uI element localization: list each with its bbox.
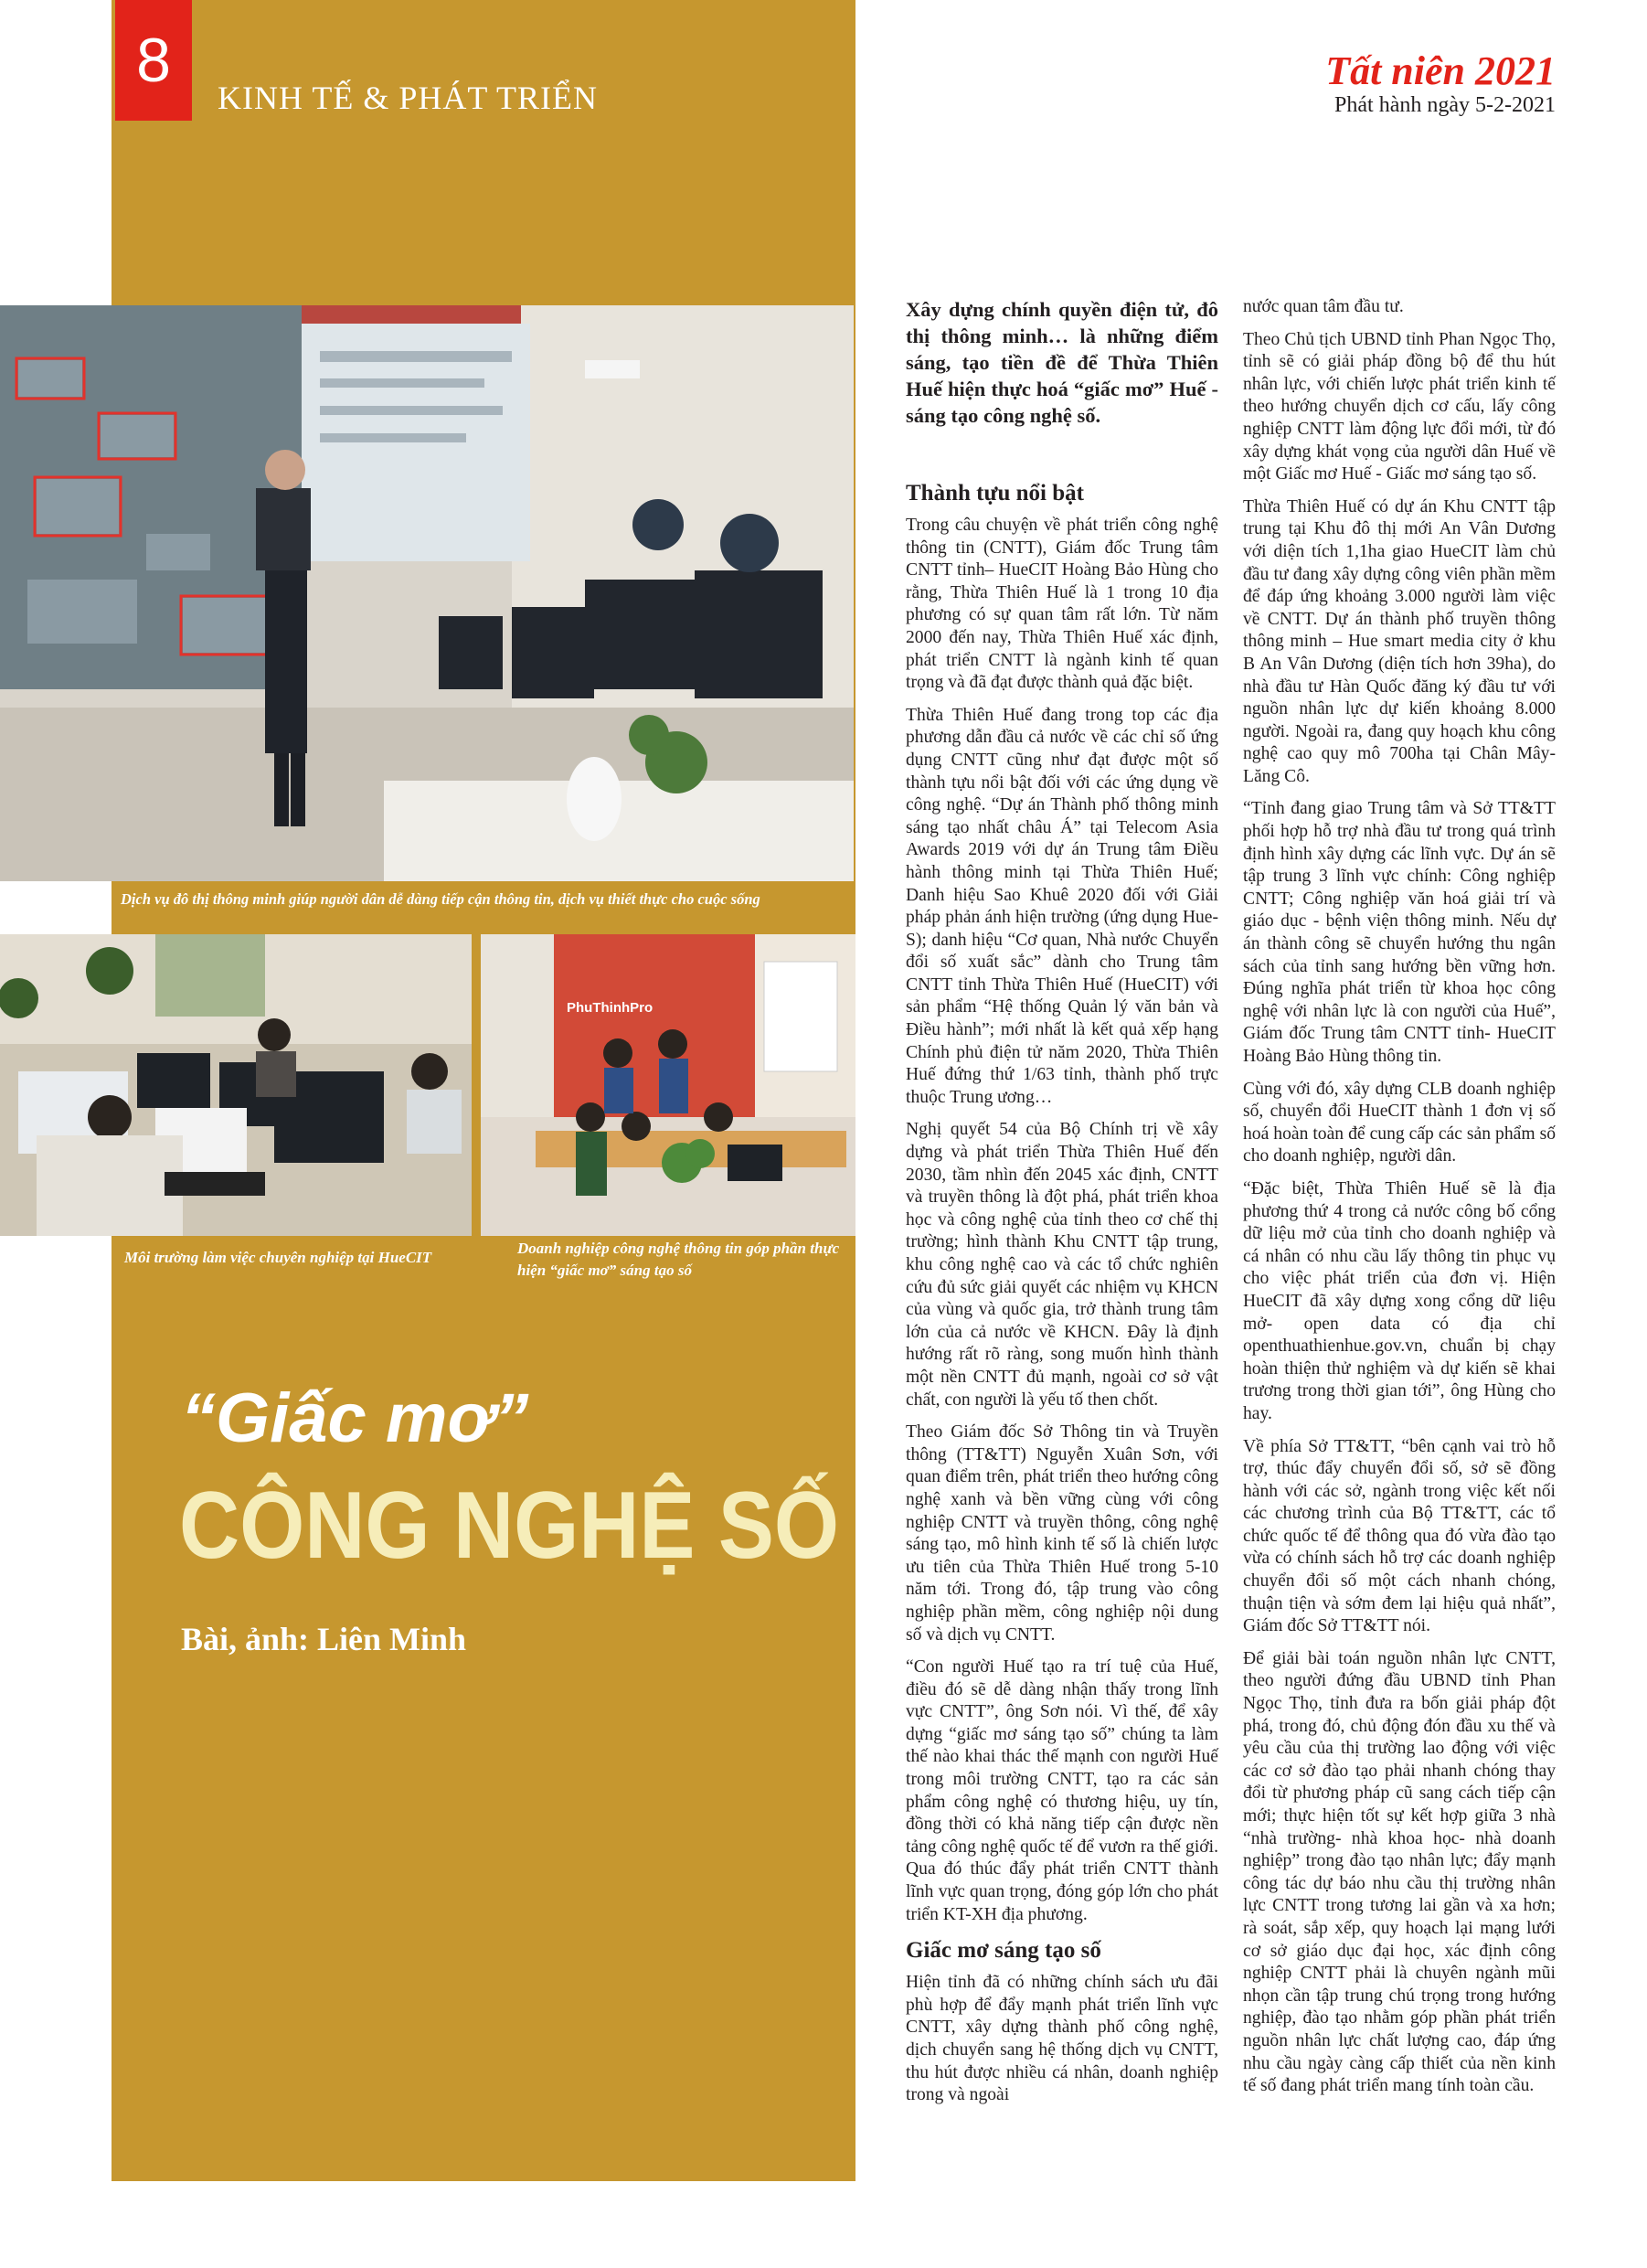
article-lead: Xây dựng chính quyền điện tử, đô thị thông minh… là những điểm sáng, tạo tiền đề để Thừa Thiên Huế hiện thực hoá “giấc mơ” Huế - sáng tạo công nghệ số. — [906, 298, 1218, 427]
article-paragraph: Theo Chủ tịch UBND tỉnh Phan Ngọc Thọ, tỉnh sẽ có giải pháp đồng bộ để thu hút nhân lực, với chiến lược phát triển kinh tế theo hướng chuyển dịch cơ cấu, lấy công nghiệp CNTT làm động lực đổi mới, từ đó xây dựng khát vọng của người dân Huế về một Giấc mơ Huế - Giấc mơ sáng tạo số. — [1243, 329, 1556, 484]
article-paragraph: Trong câu chuyện về phát triển công nghệ thông tin (CNTT), Giám đốc Trung tâm CNTT tỉnh– HueCIT Hoàng Bảo Hùng cho rằng, Thừa Thiên Huế là 1 trong 10 địa phương có sự quan tâm rất lớn. Từ năm 2000 đến nay, Thừa Thiên Huế xác định, phát triển CNTT là ngành kinh tế quan trọng và đã đạt được thành quả đặc biệt. — [906, 516, 1218, 693]
article-column-1 — [906, 296, 1218, 2117]
subheading-achievements: Thành tựu nổi bật — [906, 481, 1084, 506]
article-column-2 — [1243, 296, 1556, 2108]
main-photo-caption: Dịch vụ đô thị thông minh giúp người dân dễ dàng tiếp cận thông tin, dịch vụ thiết thực cho cuộc sống — [121, 890, 760, 908]
page-number: 8 — [115, 0, 192, 121]
article-paragraph: nước quan tâm đầu tư. — [1243, 297, 1404, 316]
operations-center-illustration — [0, 305, 854, 881]
article-paragraph: “Đặc biệt, Thừa Thiên Huế sẽ là địa phương thứ 4 trong cả nước công bố cổng dữ liệu mở của tỉnh cho doanh nghiệp và cá nhân có nhu cầu lấy thông tin phục vụ cho việc phát triển của đơn vị. Hiện HueCIT đã xây dựng xong cổng dữ liệu mở- open data có địa chỉ openthuathienhue.gov.vn, chuẩn bị chạy hoàn thiện thử nghiệm và dự kiến sẽ khai trương trong thời gian tới”, ông Hùng cho hay. — [1243, 1178, 1556, 1423]
main-photo — [0, 305, 854, 881]
article-paragraph: Để giải bài toán nguồn nhân lực CNTT, theo người đứng đầu UBND tỉnh Phan Ngọc Thọ, tỉnh đưa ra bốn giải pháp đột phá, trong đó, chủ động đón đầu xu thế và yêu cầu của thị trường lao động với việc các cơ sở đào tạo phải nhanh chóng thay đổi từ phương pháp cũ sang cách tiếp cận mới; thực hiện tốt sự kết hợp giữa 3 nhà “nhà trường- nhà khoa học- nhà doanh nghiệp” trong đào tạo nhân lực; đẩy mạnh công tác dự báo nhu cầu thị trường nhân lực CNTT trong tương lai gần và xa hơn; rà soát, sắp xếp, quy hoạch lại mạng lưới cơ sở giáo dục đại học, xác định công nghiệp CNTT phải là chuyên ngành mũi nhọn cần tập trung chú trọng trong hướng nghiệp, đào tạo nhằm góp phần phát triển nguồn nhân lực chất lượng cao, đáp ứng nhu cầu ngày càng cấp thiết của nền kinh tế số đang phát triển mang tính toàn cầu. — [1243, 1648, 1556, 2096]
article-paragraph: Nghị quyết 54 của Bộ Chính trị về xây dựng và phát triển Thừa Thiên Huế đến 2030, tầm nhìn đến 2045 xác định, CNTT và truyền thông là đột phá, phát triển khoa học và công nghệ của tỉnh theo cơ chế thị trường; hình thành Khu CNTT tập trung, khu công nghệ cao và các tổ chức nghiên cứu đủ sức giải quyết các nhiệm vụ KHCN của vùng và quốc gia, trở thành trung tâm lớn của cả nước về KHCN. Đây là định hướng rất rõ ràng, song muốn hình thành một nền CNTT đủ mạnh, ngoài cơ sở vật chất, con người là yếu tố then chốt. — [906, 1120, 1218, 1410]
release-date: Phát hành ngày 5-2-2021 — [1334, 93, 1556, 117]
article-paragraph: Thừa Thiên Huế có dự án Khu CNTT tập trung tại Khu đô thị mới An Vân Dương với diện tích 1,1ha giao HueCIT làm chủ đầu tư đang xây dựng công viên phần mềm để đáp ứng khoảng 3.000 người làm việc về CNTT. Dự án thành phố truyền thông thông minh – Hue smart media city ở khu B An Vân Dương (diện tích hơn 39ha), do nhà đầu tư Hàn Quốc đăng ký đầu tư với nguồn nhân lực dự kiến khoảng 8.000 người. Ngoài ra, đang quy hoạch khu công nghệ cao quy mô 700ha tại Chân Mây- Lăng Cô. — [1243, 496, 1556, 786]
byline: Bài, ảnh: Liên Minh — [181, 1621, 467, 1657]
enterprise-photo — [481, 934, 855, 1236]
article-paragraph: “Con người Huế tạo ra trí tuệ của Huế, điều đó sẽ dễ dàng nhận thấy trong lĩnh vực CNTT”, ông Sơn nói. Vì thế, để xây dựng “giấc mơ sáng tạo số” chúng ta làm thế nào khai thác thế mạnh con người Huế trong môi trường CNTT, tạo ra các sản phẩm công nghệ có thương hiệu, uy tín, đồng thời có khả năng tiếp cận được nền tảng công nghệ quốc tế để vươn ra thế giới. Qua đó thúc đẩy phát triển CNTT thành lĩnh vực quan trọng, đóng góp lớn cho phát triển KT-XH địa phương. — [906, 1657, 1218, 1924]
headline-tech: CÔNG NGHỆ SỐ — [179, 1473, 840, 1579]
article-paragraph: “Tỉnh đang giao Trung tâm và Sở TT&TT phối hợp hỗ trợ nhà đầu tư trong quá trình định hình xây dựng các lĩnh vực. Dự án sẽ tập trung 3 lĩnh vực chính: Công nghiệp CNTT; Công nghiệp văn hoá giải trí và giáo dục - bệnh viện thông minh. Nếu dự án thành công sẽ chuyển hướng thu ngân sách của tỉnh sang hướng bền vững hơn. Đúng nghĩa phát triển từ khoa học công nghệ với nhân lực là con người của Huế”, Giám đốc Trung tâm CNTT tỉnh- HueCIT Hoàng Bảo Hùng thông tin. — [1243, 799, 1556, 1066]
headline-dream: “Giấc mơ” — [181, 1379, 529, 1457]
edition-title: Tất niên 2021 — [1325, 48, 1556, 93]
section-title: KINH TẾ & PHÁT TRIỂN — [218, 80, 598, 116]
office-illustration — [0, 934, 472, 1236]
enterprise-photo-caption: Doanh nghiệp công nghệ thông tin góp phần thực hiện “giấc mơ” sáng tạo số — [517, 1240, 840, 1279]
article-paragraph: Cùng với đó, xây dựng CLB doanh nghiệp số, chuyển đổi HueCIT thành 1 đơn vị số hoá hoàn toàn để cung cấp các sản phẩm số cho doanh nghiệp, người dân. — [1243, 1079, 1556, 1166]
article-paragraph: Theo Giám đốc Sở Thông tin và Truyền thông (TT&TT) Nguyễn Xuân Sơn, với quan điểm trên, phát triển theo hướng công nghệ xanh và bền vững cùng với công nghiệp CNTT và truyền thông, công nghệ sáng tạo, mô hình kinh tế số là chiến lược ưu tiên của Thừa Thiên Huế trong 5-10 năm tới. Trong đó, tập trung vào công nghiệp phần mềm, công nghiệp nội dung số và dịch vụ CNTT. — [906, 1422, 1218, 1645]
office-photo-caption: Môi trường làm việc chuyên nghiệp tại HueCIT — [124, 1249, 432, 1266]
subheading-dream: Giấc mơ sáng tạo số — [906, 1938, 1101, 1964]
enterprise-illustration — [481, 934, 855, 1236]
office-photo — [0, 934, 472, 1236]
shop-sign: PhuThinhPro — [567, 1000, 653, 1016]
article-paragraph: Thừa Thiên Huế đang trong top các địa phương dẫn đầu cả nước về các chỉ số ứng dụng CNTT cũng như đạt được một số thành tựu nổi bật đối với các ứng dụng về công nghệ. “Dự án Thành phố thông minh sáng tạo nhất châu Á” tại Telecom Asia Awards 2019 với dự án Trung tâm Điều hành thông minh tại Thừa Thiên Huế; Danh hiệu Sao Khuê 2020 đối với Giải pháp phản ánh hiện trường (ứng dụng Hue-S); danh hiệu “Cơ quan, Nhà nước Chuyển đổi số xuất sắc” dành cho Trung tâm CNTT tỉnh Thừa Thiên Huế (HueCIT) với sản phẩm “Hệ thống Quản lý văn bản và Điều hành”; mới nhất là kết quả xếp hạng Chính phủ điện tử năm 2020, Thừa Thiên Huế đứng thứ 1/63 tỉnh, thành phố trực thuộc Trung ương… — [906, 705, 1218, 1107]
article-paragraph: Hiện tỉnh đã có những chính sách ưu đãi phù hợp để đẩy mạnh phát triển lĩnh vực CNTT, xây dựng thành phố công nghệ, dịch chuyển sang hệ thống dịch vụ CNTT, thu hút được nhiều cá nhân, doanh nghiệp trong và ngoài — [906, 1973, 1218, 2105]
article-paragraph: Về phía Sở TT&TT, “bên cạnh vai trò hỗ trợ, thúc đẩy chuyển đổi số, sở sẽ đồng hành với các sở, ngành trong việc kết nối các chương trình của Bộ TT&TT, các tổ chức quốc tế để thông qua đó vừa đào tạo vừa có chính sách hỗ trợ các doanh nghiệp chuyển đổi số một cách nhanh chóng, thuận tiện và sớm đem lại hiệu quả nhất”, Giám đốc Sở TT&TT nói. — [1243, 1436, 1556, 1636]
